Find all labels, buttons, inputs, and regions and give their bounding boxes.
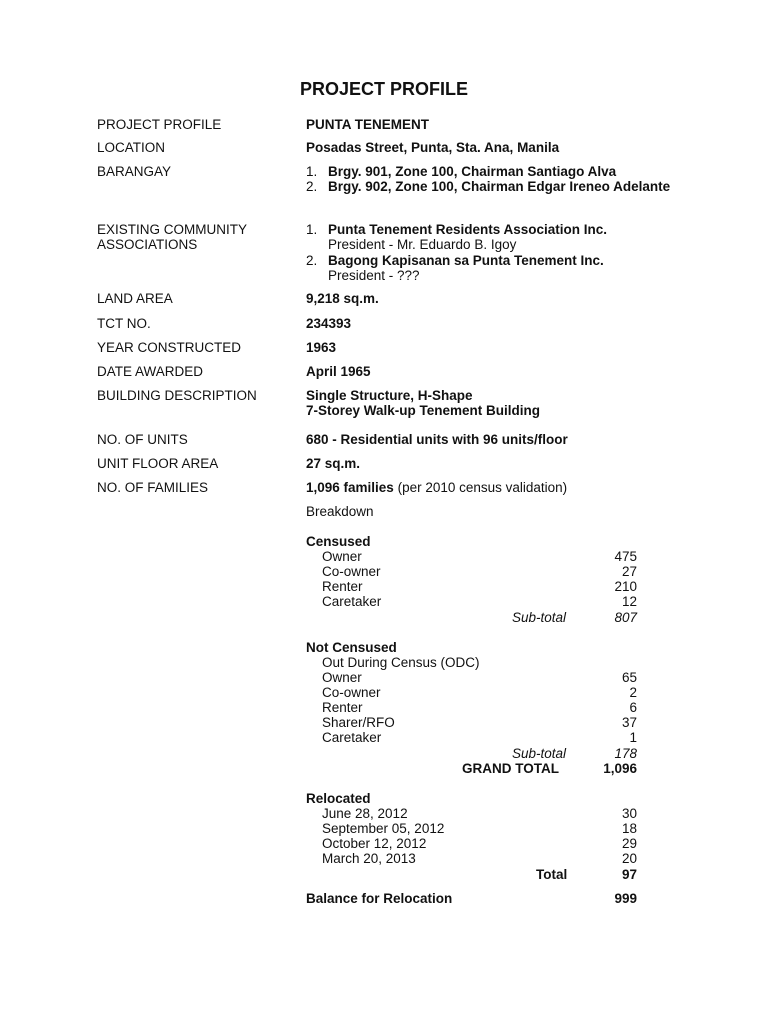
not-censused-heading: Not Censused	[306, 640, 397, 655]
censused-subtotal-label: Sub-total	[512, 610, 567, 625]
relocated-total: 97	[621, 867, 637, 882]
association-1-president: President - Mr. Eduardo B. Igoy	[328, 237, 517, 252]
list-item-count: 27	[621, 564, 637, 579]
list-item-count: 475	[614, 549, 637, 564]
grand-total: 1,096	[603, 761, 637, 776]
label-associations-2: ASSOCIATIONS	[97, 237, 198, 252]
list-item-label: Sharer/RFO	[322, 715, 395, 730]
list-item-count: 18	[621, 821, 637, 836]
list-item-count: 30	[621, 806, 637, 821]
label-location: LOCATION	[97, 140, 166, 155]
list-item-label: Caretaker	[322, 730, 382, 745]
list-item-count: 65	[621, 670, 637, 685]
label-building-description: BUILDING DESCRIPTION	[97, 388, 257, 403]
censused-heading: Censused	[306, 534, 371, 549]
barangay-item-2-num: 2.	[306, 179, 318, 194]
value-location: Posadas Street, Punta, Sta. Ana, Manila	[306, 140, 560, 155]
value-building-description-2: 7-Storey Walk-up Tenement Building	[306, 403, 541, 418]
families-note: (per 2010 census validation)	[397, 480, 568, 495]
list-item-count: 37	[621, 715, 637, 730]
label-unit-floor-area: UNIT FLOOR AREA	[97, 456, 219, 471]
censused-subtotal: 807	[614, 610, 637, 625]
list-item-count: 12	[621, 594, 637, 609]
value-land-area: 9,218 sq.m.	[306, 291, 379, 306]
label-no-of-units: NO. OF UNITS	[97, 432, 188, 447]
relocated-total-label: Total	[536, 867, 568, 882]
label-project-profile: PROJECT PROFILE	[97, 117, 222, 132]
list-item-count: 6	[629, 700, 637, 715]
label-land-area: LAND AREA	[97, 291, 173, 306]
value-date-awarded: April 1965	[306, 364, 371, 379]
balance-label: Balance for Relocation	[306, 891, 453, 906]
association-2: Bagong Kapisanan sa Punta Tenement Inc.	[328, 253, 604, 268]
list-item-label: March 20, 2013	[322, 851, 416, 866]
label-associations-1: EXISTING COMMUNITY	[97, 222, 248, 237]
list-item-count: 29	[621, 836, 637, 851]
association-2-president: President - ???	[328, 268, 420, 283]
families-count: 1,096 families	[306, 480, 394, 495]
barangay-item-1: Brgy. 901, Zone 100, Chairman Santiago Alva	[328, 164, 617, 179]
value-no-of-units: 680 - Residential units with 96 units/floor	[306, 432, 568, 447]
label-no-of-families: NO. OF FAMILIES	[97, 480, 209, 495]
list-item-label: Owner	[322, 670, 362, 685]
list-item-label: Owner	[322, 549, 362, 564]
list-item-count: 1	[629, 730, 637, 745]
label-barangay: BARANGAY	[97, 164, 172, 179]
list-item-label: Co-owner	[322, 685, 381, 700]
list-item-count: 20	[621, 851, 637, 866]
not-censused-subtotal-label: Sub-total	[512, 746, 567, 761]
list-item-label: Renter	[322, 700, 363, 715]
list-item-label: June 28, 2012	[322, 806, 408, 821]
label-year-constructed: YEAR CONSTRUCTED	[97, 340, 242, 355]
value-no-of-families	[306, 480, 567, 495]
label-tct-no: TCT NO.	[97, 316, 151, 331]
not-censused-subtotal: 178	[614, 746, 637, 761]
value-building-description-1: Single Structure, H-Shape	[306, 388, 473, 403]
grand-total-label: GRAND TOTAL	[462, 761, 559, 776]
barangay-item-1-num: 1.	[306, 164, 318, 179]
list-item-label: September 05, 2012	[322, 821, 445, 836]
not-censused-subheading: Out During Census (ODC)	[322, 655, 480, 670]
value-unit-floor-area: 27 sq.m.	[306, 456, 361, 471]
association-2-num: 2.	[306, 253, 318, 268]
balance-value: 999	[614, 891, 637, 906]
list-item-count: 210	[614, 579, 637, 594]
list-item-label: October 12, 2012	[322, 836, 427, 851]
value-project-profile: PUNTA TENEMENT	[306, 117, 429, 132]
barangay-item-2: Brgy. 902, Zone 100, Chairman Edgar Ireneo Adelante	[328, 179, 671, 194]
association-1-num: 1.	[306, 222, 318, 237]
relocated-heading: Relocated	[306, 791, 371, 806]
breakdown-heading: Breakdown	[306, 504, 374, 519]
value-tct-no: 234393	[306, 316, 352, 331]
list-item-count: 2	[629, 685, 637, 700]
association-1: Punta Tenement Residents Association Inc.	[328, 222, 608, 237]
page-title: PROJECT PROFILE	[299, 79, 469, 99]
value-year-constructed: 1963	[306, 340, 337, 355]
label-date-awarded: DATE AWARDED	[97, 364, 204, 379]
list-item-label: Co-owner	[322, 564, 381, 579]
list-item-label: Renter	[322, 579, 363, 594]
list-item-label: Caretaker	[322, 594, 382, 609]
